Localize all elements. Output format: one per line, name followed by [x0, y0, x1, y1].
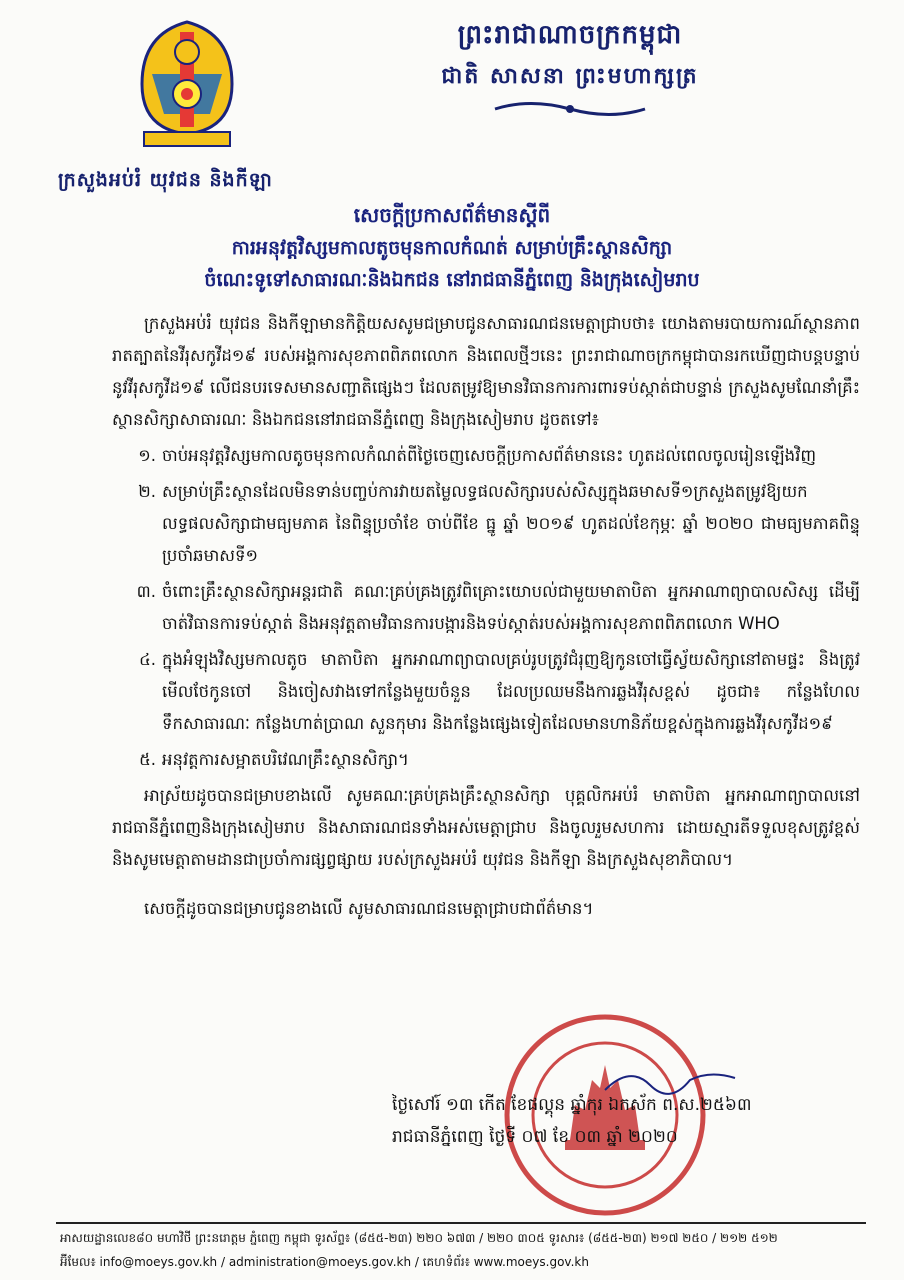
list-item-number: ១.: [138, 446, 156, 465]
list-item-text: ចាប់អនុវត្តវិស្សមកាលតូចមុនកាលកំណត់ពីថ្ងៃចេញសេចក្តីប្រកាសព័ត៌មាននេះ ហូតដល់ពេលចូលរៀនឡើងវិញ: [162, 446, 817, 465]
conclusion-paragraph: អាស្រ័យដូចបានជម្រាបខាងលើ សូមគណៈគ្រប់គ្រងគ្រឹះស្ថានសិក្សា បុគ្គលិកអប់រំ មាតាបិតា អ្នកអាណាព្យាបាលនៅរាជធានីភ្នំពេញនិងក្រុងសៀមរាប និងសាធារណជនទាំងអស់មេត្តាជ្រាប និងចូលរួមសហការ ដោយស្មារតីទទួលខុសត្រូវខ្ពស់ និងសូមមេត្តាតាមដានជាប្រចាំការផ្សព្វផ្សាយ របស់ក្រសួងអប់រំ យុវជន និងកីឡា និងក្រសួងសុខាភិបាល។: [112, 786, 860, 869]
list-item-number: ៣.: [136, 582, 156, 601]
announcement-subtitle-1: ការអនុវត្តវិស្សមកាលតូចមុនកាលកំណត់ សម្រាប់គ្រឹះស្ថានសិក្សា: [231, 237, 673, 259]
intro-paragraph: ក្រសួងអប់រំ យុវជន និងកីឡាមានកិត្តិយសសូមជម្រាបជូនសាធារណជនមេត្តាជ្រាបថា៖ យោងតាមរបាយការណ៍ស្ថានភាពរាតត្បាតនៃវីរុសកូវីដ១៩ របស់អង្គការសុខភាពពិភពលោក និងពេលថ្មីៗនេះ ព្រះរាជាណាចក្រកម្ពុជាបានរកឃើញជាបន្តបន្ទាប់នូវវីរុសកូវីដ១៩ លើជនបរទេសមានសញ្ជាតិផ្សេងៗ ដែលតម្រូវឱ្យមានវិធានការការពារទប់ស្កាត់ជាបន្ទាន់ ក្រសួងសូមណែនាំគ្រឹះស្ថានសិក្សាសាធារណៈ និងឯកជននៅរាជធានីភ្នំពេញ និងក្រុងសៀមរាប ដូចតទៅ៖: [112, 314, 860, 429]
list-item: [112, 576, 860, 640]
ministry-emblem-icon: [132, 14, 242, 154]
list-item-number: ៥.: [139, 750, 156, 769]
announcement-body: [112, 308, 860, 941]
list-item-number: ៤.: [139, 650, 156, 669]
list-item: [112, 476, 860, 572]
list-item: [112, 644, 860, 740]
footer-address: អាសយដ្ឋានលេខ៨០ មហាវិថី ព្រះនរោត្តម ភ្នំពេញ កម្ពុជា ទូរស័ព្ទ៖ (៨៥៥-២៣) ២២០ ៦៧៣ / ២២០ ៣០៥ ទូរសារ៖ (៨៥៥-២៣) ២១៧ ២៥០ / ២១២ ៥១២: [60, 1231, 778, 1245]
ministry-name: ក្រសួងអប់រំ យុវជន និងកីឡា: [58, 169, 273, 191]
kingdom-title: ព្រះរាជាណាចក្រកម្ពុជា: [457, 20, 683, 50]
national-motto: ជាតិ សាសនា ព្រះមហាក្សត្រ: [441, 63, 699, 89]
lunar-date: ថ្ងៃសៅរ៍ ១៣ កើត ខែផល្គុន ឆ្នាំកុរ ឯកស័ក ព.ស.២៥៦៣: [392, 1095, 752, 1115]
ornament-divider-icon: [490, 98, 650, 120]
closing-line: សេចក្តីដូចបានជម្រាបជូនខាងលើ សូមសាធារណជនមេត្តាជ្រាបជាព័ត៌មាន។: [144, 898, 594, 918]
list-item-text: សម្រាប់គ្រឹះស្ថានដែលមិនទាន់បញ្ចប់ការវាយតម្លៃលទ្ធផលសិក្សារបស់សិស្សក្នុងឆមាសទី១ក្រសួងតម្រូវឱ្យយកលទ្ធផលសិក្សាជាមធ្យមភាគ នៃពិន្ទុប្រចាំខែ ចាប់ពីខែ ធ្នូ ឆ្នាំ ២០១៩ ហូតដល់ខែកុម្ភៈ ឆ្នាំ ២០២០ ជាមធ្យមភាគពិន្ទុប្រចាំឆមាសទី១: [162, 482, 860, 565]
list-item-text: អនុវត្តការសម្អាតបរិវេណគ្រឹះស្ថានសិក្សា។: [162, 750, 409, 769]
measures-list: [112, 440, 860, 776]
list-item: [112, 440, 860, 472]
list-item-text: ចំពោះគ្រឹះស្ថានសិក្សាអន្តរជាតិ គណៈគ្រប់គ្រងត្រូវពិគ្រោះយោបល់ជាមួយមាតាបិតា អ្នកអាណាព្យាបាលសិស្ស ដើម្បីចាត់វិធានការទប់ស្កាត់ និងអនុវត្តតាមវិធានការបង្ការនិងទប់ស្កាត់របស់អង្គការសុខភាពពិភពលោក WHO: [162, 582, 860, 633]
footer-contact: អ៊ីមែល៖ info@moeys.gov.kh / administration@moeys.gov.kh / គេហទំព័រ៖ www.moeys.gov.kh: [60, 1255, 589, 1269]
solar-date: រាជធានីភ្នំពេញ ថ្ងៃទី ០៧ ខែ ០៣ ឆ្នាំ ២០២០: [392, 1127, 678, 1147]
announcement-title: សេចក្តីប្រកាសព័ត៌មានស្តីពី: [353, 203, 551, 227]
footer-divider: [56, 1222, 866, 1224]
list-item-number: ២.: [138, 482, 156, 501]
list-item: [112, 744, 860, 776]
announcement-subtitle-2: ចំណេះទូទៅសាធារណៈនិងឯកជន នៅរាជធានីភ្នំពេញ និងក្រុងសៀមរាប: [204, 269, 700, 291]
list-item-text: ក្នុងអំឡុងវិស្សមកាលតូច មាតាបិតា អ្នកអាណាព្យាបាលគ្រប់រូបត្រូវជំរុញឱ្យកូនចៅធ្វើស្វ័យសិក្សានៅតាមផ្ទះ និងត្រូវមើលថែកូនចៅ និងចៀសវាងទៅកន្លែងមួយចំនួន ដែលប្រឈមនឹងការឆ្លងវីរុសខ្ពស់ ដូចជា៖ កន្លែងហែលទឹកសាធារណៈ កន្លែងហាត់ប្រាណ សួនកុមារ និងកន្លែងផ្សេងទៀតដែលមានហានិភ័យខ្ពស់ក្នុងការឆ្លងវីរុសកូវីដ១៩: [162, 650, 860, 733]
